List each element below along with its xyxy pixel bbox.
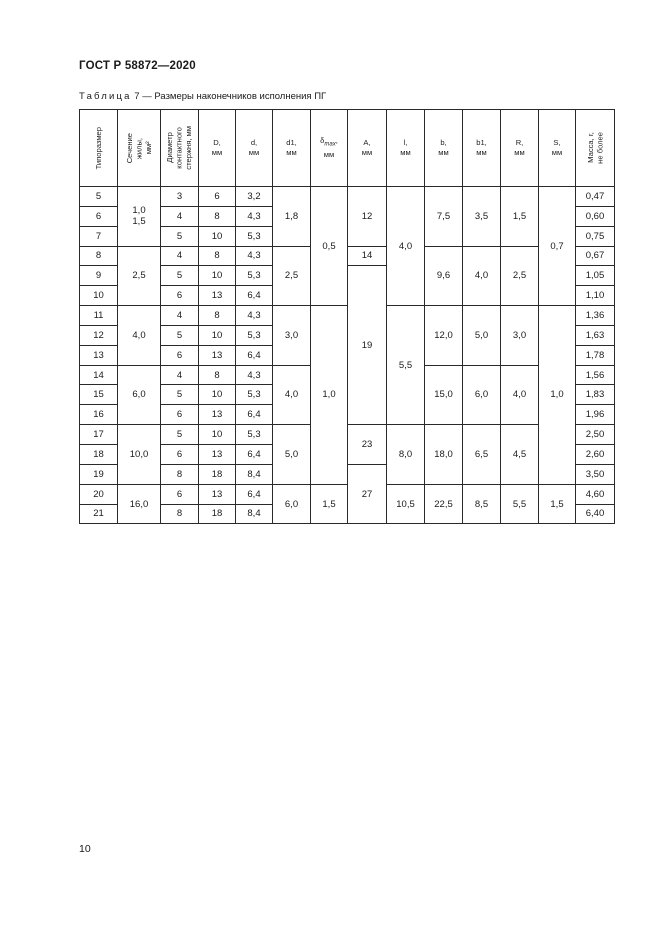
- cell-delta: 1,0: [311, 306, 348, 485]
- cell-b1: 6,0: [463, 365, 501, 425]
- cell-D: 13: [199, 444, 236, 464]
- cell-l: 10,5: [387, 484, 425, 524]
- cell-R: 4,5: [501, 425, 539, 485]
- cell-b: 18,0: [425, 425, 463, 485]
- cell-mass: 1,36: [576, 306, 615, 326]
- cell-b: 7,5: [425, 187, 463, 247]
- cell-rod: 5: [161, 226, 199, 246]
- cell-rod: 4: [161, 246, 199, 266]
- cell-D: 18: [199, 464, 236, 484]
- cell-d: 4,3: [236, 365, 273, 385]
- cell-D: 13: [199, 286, 236, 306]
- cell-rod: 5: [161, 266, 199, 286]
- table-row: [80, 246, 615, 266]
- cell-mass: 3,50: [576, 464, 615, 484]
- cell-d: 6,4: [236, 444, 273, 464]
- cell-mass: 1,05: [576, 266, 615, 286]
- cell-A: 14: [348, 246, 387, 266]
- cell-d: 4,3: [236, 306, 273, 326]
- header-D: D, мм: [199, 110, 236, 187]
- caption-prefix: Таблица: [79, 91, 132, 102]
- cell-rod: 6: [161, 405, 199, 425]
- cell-D: 13: [199, 345, 236, 365]
- header-delta-max: $\delta_{max}$, мм: [311, 110, 348, 187]
- cell-A: 23: [348, 425, 387, 465]
- cell-size: 11: [80, 306, 118, 326]
- cell-mass: 0,67: [576, 246, 615, 266]
- cell-rod: 5: [161, 385, 199, 405]
- table-row: [80, 425, 615, 445]
- cell-size: 12: [80, 325, 118, 345]
- page-number: 10: [79, 843, 91, 855]
- header-mass: Масса, г, не более: [576, 110, 615, 187]
- header-rod-diameter: Диаметр контактного стержня, мм: [161, 110, 199, 187]
- cell-size: 10: [80, 286, 118, 306]
- header-l: l, мм: [387, 110, 425, 187]
- cell-mass: 0,47: [576, 187, 615, 207]
- header-S: S, мм: [539, 110, 576, 187]
- cell-rod: 8: [161, 464, 199, 484]
- cell-rod: 4: [161, 306, 199, 326]
- cell-d: 4,3: [236, 206, 273, 226]
- cell-d: 6,4: [236, 405, 273, 425]
- table-caption: [79, 91, 326, 102]
- cell-mass: 1,56: [576, 365, 615, 385]
- cell-mass: 1,10: [576, 286, 615, 306]
- cell-rod: 4: [161, 365, 199, 385]
- cell-D: 10: [199, 425, 236, 445]
- cell-size: 6: [80, 206, 118, 226]
- cell-rod: 8: [161, 504, 199, 524]
- cell-d: 6,4: [236, 286, 273, 306]
- cell-S: 1,5: [539, 484, 576, 524]
- cell-section: 6,0: [118, 365, 161, 425]
- cell-b: 15,0: [425, 365, 463, 425]
- cell-d: 5,3: [236, 266, 273, 286]
- cell-rod: 6: [161, 286, 199, 306]
- cell-d1: 1,8: [273, 187, 311, 247]
- cell-R: 5,5: [501, 484, 539, 524]
- cell-mass: 0,75: [576, 226, 615, 246]
- cell-b1: 3,5: [463, 187, 501, 247]
- document-code: ГОСТ Р 58872—2020: [79, 60, 196, 72]
- cell-size: 14: [80, 365, 118, 385]
- cell-D: 8: [199, 365, 236, 385]
- cell-mass: 2,50: [576, 425, 615, 445]
- header-R: R, мм: [501, 110, 539, 187]
- cell-R: 2,5: [501, 246, 539, 306]
- cell-size: 19: [80, 464, 118, 484]
- cell-d: 6,4: [236, 345, 273, 365]
- cell-size: 21: [80, 504, 118, 524]
- cell-D: 10: [199, 385, 236, 405]
- cell-rod: 6: [161, 484, 199, 504]
- cell-delta: 0,5: [311, 187, 348, 306]
- cell-b1: 4,0: [463, 246, 501, 306]
- cell-mass: 6,40: [576, 504, 615, 524]
- table-row: [80, 306, 615, 326]
- cell-mass: 2,60: [576, 444, 615, 464]
- cell-S: 0,7: [539, 187, 576, 306]
- cell-d: 6,4: [236, 484, 273, 504]
- cell-l: 5,5: [387, 306, 425, 425]
- cell-D: 10: [199, 325, 236, 345]
- cell-D: 8: [199, 246, 236, 266]
- cell-size: 15: [80, 385, 118, 405]
- cell-d: 4,3: [236, 246, 273, 266]
- cell-D: 10: [199, 226, 236, 246]
- header-b1: b1, мм: [463, 110, 501, 187]
- cell-mass: 4,60: [576, 484, 615, 504]
- cell-A: 19: [348, 266, 387, 425]
- cell-l: 4,0: [387, 187, 425, 306]
- dimensions-table: [79, 109, 615, 524]
- cell-D: 13: [199, 405, 236, 425]
- cell-section: 2,5: [118, 246, 161, 306]
- cell-rod: 5: [161, 425, 199, 445]
- cell-size: 5: [80, 187, 118, 207]
- cell-A: 27: [348, 464, 387, 524]
- cell-size: 8: [80, 246, 118, 266]
- cell-D: 13: [199, 484, 236, 504]
- cell-mass: 0,60: [576, 206, 615, 226]
- cell-mass: 1,63: [576, 325, 615, 345]
- cell-D: 8: [199, 306, 236, 326]
- cell-size: 20: [80, 484, 118, 504]
- cell-b: 12,0: [425, 306, 463, 366]
- header-row: [80, 110, 615, 187]
- header-section: Сечение жилы, мм²: [118, 110, 161, 187]
- cell-b1: 8,5: [463, 484, 501, 524]
- table-row: [80, 187, 615, 207]
- cell-R: 1,5: [501, 187, 539, 247]
- cell-delta: 1,5: [311, 484, 348, 524]
- cell-d: 8,4: [236, 464, 273, 484]
- header-d: d, мм: [236, 110, 273, 187]
- cell-d1: 6,0: [273, 484, 311, 524]
- cell-section: 10,0: [118, 425, 161, 485]
- header-A: A, мм: [348, 110, 387, 187]
- cell-d1: 2,5: [273, 246, 311, 306]
- cell-D: 18: [199, 504, 236, 524]
- cell-d: 8,4: [236, 504, 273, 524]
- cell-S: 1,0: [539, 306, 576, 485]
- cell-d: 3,2: [236, 187, 273, 207]
- cell-size: 16: [80, 405, 118, 425]
- caption-title: — Размеры наконечников исполнения ПГ: [142, 91, 327, 102]
- cell-b1: 5,0: [463, 306, 501, 366]
- table-row: [80, 484, 615, 504]
- cell-rod: 3: [161, 187, 199, 207]
- cell-section: 16,0: [118, 484, 161, 524]
- cell-D: 8: [199, 206, 236, 226]
- cell-b: 9,6: [425, 246, 463, 306]
- cell-D: 6: [199, 187, 236, 207]
- cell-d1: 4,0: [273, 365, 311, 425]
- cell-section: 1,0 1,5: [118, 187, 161, 247]
- cell-d: 5,3: [236, 325, 273, 345]
- cell-R: 3,0: [501, 306, 539, 366]
- caption-number: 7: [134, 91, 140, 102]
- cell-b1: 6,5: [463, 425, 501, 485]
- cell-mass: 1,96: [576, 405, 615, 425]
- cell-rod: 6: [161, 345, 199, 365]
- cell-d1: 3,0: [273, 306, 311, 366]
- cell-R: 4,0: [501, 365, 539, 425]
- cell-section: 4,0: [118, 306, 161, 366]
- cell-size: 17: [80, 425, 118, 445]
- cell-mass: 1,78: [576, 345, 615, 365]
- cell-size: 7: [80, 226, 118, 246]
- cell-rod: 5: [161, 325, 199, 345]
- cell-rod: 4: [161, 206, 199, 226]
- cell-size: 18: [80, 444, 118, 464]
- cell-size: 9: [80, 266, 118, 286]
- cell-d: 5,3: [236, 226, 273, 246]
- cell-l: 8,0: [387, 425, 425, 485]
- cell-d1: 5,0: [273, 425, 311, 485]
- cell-A: 12: [348, 187, 387, 247]
- cell-D: 10: [199, 266, 236, 286]
- cell-d: 5,3: [236, 385, 273, 405]
- header-b: b, мм: [425, 110, 463, 187]
- header-size: Типоразмер: [80, 110, 118, 187]
- cell-rod: 6: [161, 444, 199, 464]
- cell-mass: 1,83: [576, 385, 615, 405]
- cell-b: 22,5: [425, 484, 463, 524]
- cell-d: 5,3: [236, 425, 273, 445]
- header-d1: d1, мм: [273, 110, 311, 187]
- cell-size: 13: [80, 345, 118, 365]
